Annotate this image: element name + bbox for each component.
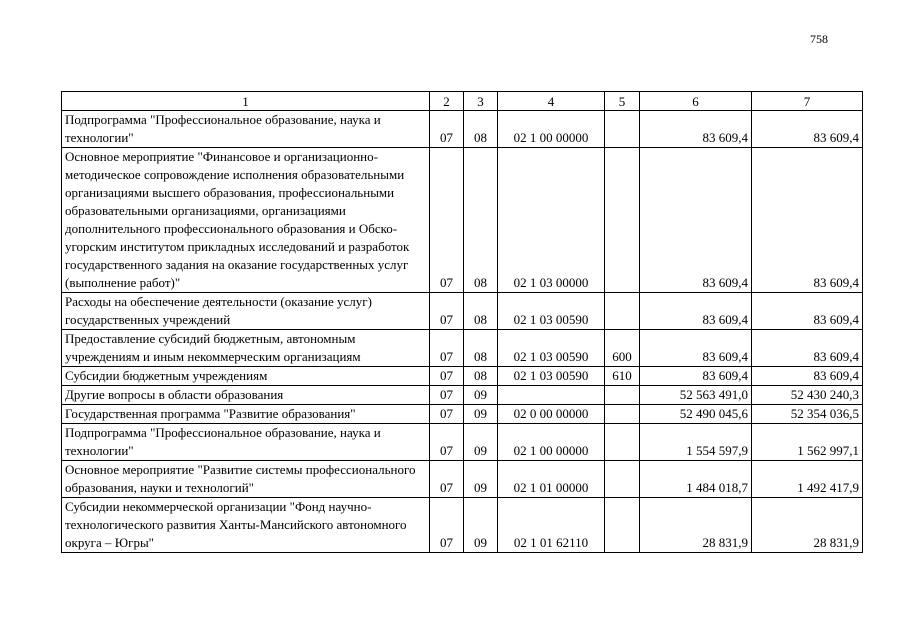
column-header-3: 3 xyxy=(464,92,498,111)
table-row xyxy=(62,498,863,553)
row-target-article xyxy=(498,386,605,405)
row-amount-2: 83 609,4 xyxy=(752,330,863,367)
row-expense-type xyxy=(605,111,640,148)
row-subsection: 09 xyxy=(464,386,498,405)
column-header-5: 5 xyxy=(605,92,640,111)
table-row xyxy=(62,367,863,386)
row-amount-1: 28 831,9 xyxy=(640,498,752,553)
row-amount-2: 1 562 997,1 xyxy=(752,424,863,461)
row-expense-type: 600 xyxy=(605,330,640,367)
table-header-row xyxy=(62,92,863,111)
table-row xyxy=(62,148,863,293)
row-expense-type xyxy=(605,293,640,330)
row-expense-type: 610 xyxy=(605,367,640,386)
row-target-article: 02 1 03 00590 xyxy=(498,367,605,386)
row-amount-1: 1 554 597,9 xyxy=(640,424,752,461)
row-amount-2: 1 492 417,9 xyxy=(752,461,863,498)
table-row xyxy=(62,405,863,424)
row-target-article: 02 0 00 00000 xyxy=(498,405,605,424)
row-amount-1: 1 484 018,7 xyxy=(640,461,752,498)
row-name: Подпрограмма "Профессиональное образование, наука и технологии" xyxy=(62,111,430,148)
column-header-7: 7 xyxy=(752,92,863,111)
table-row xyxy=(62,424,863,461)
row-section: 07 xyxy=(430,330,464,367)
row-expense-type xyxy=(605,148,640,293)
row-amount-1: 52 563 491,0 xyxy=(640,386,752,405)
row-section: 07 xyxy=(430,386,464,405)
row-subsection: 08 xyxy=(464,111,498,148)
table-row xyxy=(62,461,863,498)
row-name: Основное мероприятие "Финансовое и организационно-методическое сопровождение исполнения образовательными организациями высшего образования, профессиональными образовательными организациями, организациями дополнительного профессионального образования и Обско-угорским институтом прикладных исследований и разработок государственного задания на оказание государственных услуг (выполнение работ)" xyxy=(62,148,430,293)
row-amount-1: 52 490 045,6 xyxy=(640,405,752,424)
row-target-article: 02 1 00 00000 xyxy=(498,424,605,461)
row-amount-2: 83 609,4 xyxy=(752,367,863,386)
row-amount-2: 52 354 036,5 xyxy=(752,405,863,424)
row-expense-type xyxy=(605,386,640,405)
row-section: 07 xyxy=(430,367,464,386)
row-section: 07 xyxy=(430,148,464,293)
row-target-article: 02 1 01 62110 xyxy=(498,498,605,553)
row-name: Расходы на обеспечение деятельности (оказание услуг) государственных учреждений xyxy=(62,293,430,330)
row-name: Предоставление субсидий бюджетным, автономным учреждениям и иным некоммерческим организациям xyxy=(62,330,430,367)
row-expense-type xyxy=(605,424,640,461)
row-amount-2: 83 609,4 xyxy=(752,293,863,330)
row-subsection: 08 xyxy=(464,330,498,367)
row-target-article: 02 1 03 00590 xyxy=(498,293,605,330)
table-row xyxy=(62,111,863,148)
row-name: Подпрограмма "Профессиональное образование, наука и технологии" xyxy=(62,424,430,461)
row-amount-1: 83 609,4 xyxy=(640,111,752,148)
row-section: 07 xyxy=(430,405,464,424)
row-subsection: 08 xyxy=(464,293,498,330)
page-number: 758 xyxy=(810,32,828,46)
row-subsection: 09 xyxy=(464,424,498,461)
row-target-article: 02 1 01 00000 xyxy=(498,461,605,498)
row-name: Государственная программа "Развитие образования" xyxy=(62,405,430,424)
row-section: 07 xyxy=(430,111,464,148)
budget-table xyxy=(61,91,863,553)
row-section: 07 xyxy=(430,293,464,330)
row-name: Субсидии некоммерческой организации "Фонд научно-технологического развития Ханты-Мансийского автономного округа – Югры" xyxy=(62,498,430,553)
row-amount-1: 83 609,4 xyxy=(640,367,752,386)
row-amount-1: 83 609,4 xyxy=(640,148,752,293)
row-target-article: 02 1 03 00000 xyxy=(498,148,605,293)
row-amount-1: 83 609,4 xyxy=(640,293,752,330)
row-subsection: 09 xyxy=(464,461,498,498)
row-amount-2: 83 609,4 xyxy=(752,148,863,293)
row-amount-2: 28 831,9 xyxy=(752,498,863,553)
row-expense-type xyxy=(605,461,640,498)
row-name: Другие вопросы в области образования xyxy=(62,386,430,405)
row-subsection: 08 xyxy=(464,367,498,386)
row-section: 07 xyxy=(430,498,464,553)
row-amount-1: 83 609,4 xyxy=(640,330,752,367)
row-name: Субсидии бюджетным учреждениям xyxy=(62,367,430,386)
column-header-1: 1 xyxy=(62,92,430,111)
row-section: 07 xyxy=(430,461,464,498)
table-row xyxy=(62,330,863,367)
row-section: 07 xyxy=(430,424,464,461)
row-expense-type xyxy=(605,405,640,424)
row-subsection: 09 xyxy=(464,405,498,424)
table-row xyxy=(62,386,863,405)
row-target-article: 02 1 03 00590 xyxy=(498,330,605,367)
table-row xyxy=(62,293,863,330)
row-expense-type xyxy=(605,498,640,553)
column-header-6: 6 xyxy=(640,92,752,111)
column-header-2: 2 xyxy=(430,92,464,111)
row-amount-2: 52 430 240,3 xyxy=(752,386,863,405)
column-header-4: 4 xyxy=(498,92,605,111)
row-name: Основное мероприятие "Развитие системы профессионального образования, науки и технологий" xyxy=(62,461,430,498)
row-amount-2: 83 609,4 xyxy=(752,111,863,148)
row-target-article: 02 1 00 00000 xyxy=(498,111,605,148)
row-subsection: 08 xyxy=(464,148,498,293)
row-subsection: 09 xyxy=(464,498,498,553)
